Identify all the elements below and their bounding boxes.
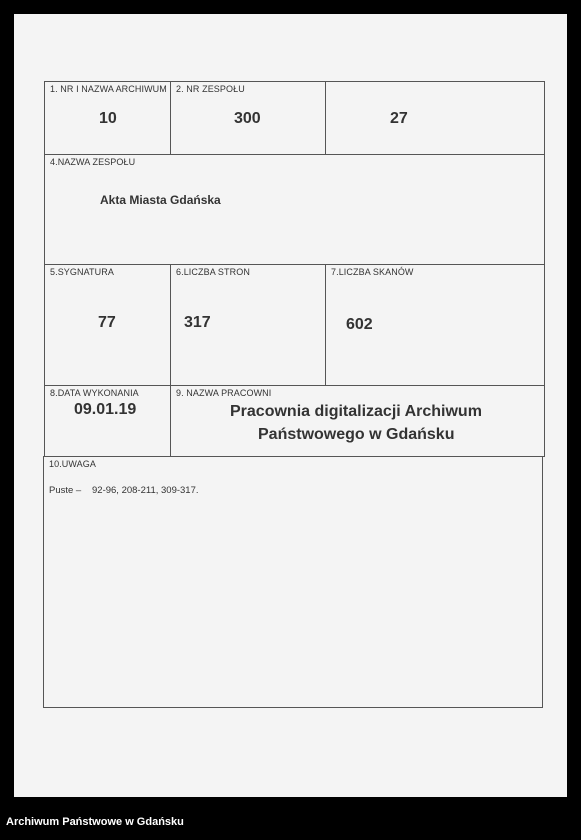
field-label: 6.LICZBA STRON	[176, 267, 250, 277]
field-page-count	[170, 264, 326, 386]
field-label: 1. NR I NAZWA ARCHIWUM	[50, 84, 167, 94]
field-label: 2. NR ZESPOŁU	[176, 84, 245, 94]
archive-footer: Archiwum Państwowe w Gdańsku	[6, 816, 184, 828]
field-signature	[44, 264, 171, 386]
field-scan-count	[325, 264, 545, 386]
field-date	[44, 385, 171, 457]
field-workshop-name	[170, 385, 545, 457]
workshop-line-2: Państwowego w Gdańsku	[258, 426, 455, 443]
field-value: 10	[99, 110, 117, 127]
field-collection-name	[44, 154, 545, 265]
field-value: 09.01.19	[74, 401, 137, 418]
document-page	[14, 14, 567, 797]
field-3	[325, 81, 545, 155]
field-label: 9. NAZWA PRACOWNI	[176, 388, 272, 398]
workshop-line-1: Pracownia digitalizacji Archiwum	[230, 403, 482, 420]
field-label: 5.SYGNATURA	[50, 267, 114, 277]
field-value: 77	[98, 314, 116, 331]
field-value: 602	[346, 316, 373, 333]
field-label: 8.DATA WYKONANIA	[50, 388, 139, 398]
field-value: 317	[184, 314, 211, 331]
field-value: 300	[234, 110, 261, 127]
field-label: 4.NAZWA ZESPOŁU	[50, 157, 136, 167]
field-collection-number	[170, 81, 326, 155]
field-value: 27	[390, 110, 408, 127]
field-label: 7.LICZBA SKANÓW	[331, 267, 414, 277]
field-label: 10.UWAGA	[49, 459, 96, 469]
remarks-value: 92-96, 208-211, 309-317.	[92, 485, 199, 496]
remarks-label: Puste –	[49, 485, 82, 496]
field-archive-number	[44, 81, 171, 155]
field-value: Akta Miasta Gdańska	[100, 193, 221, 207]
field-remarks	[43, 456, 543, 708]
